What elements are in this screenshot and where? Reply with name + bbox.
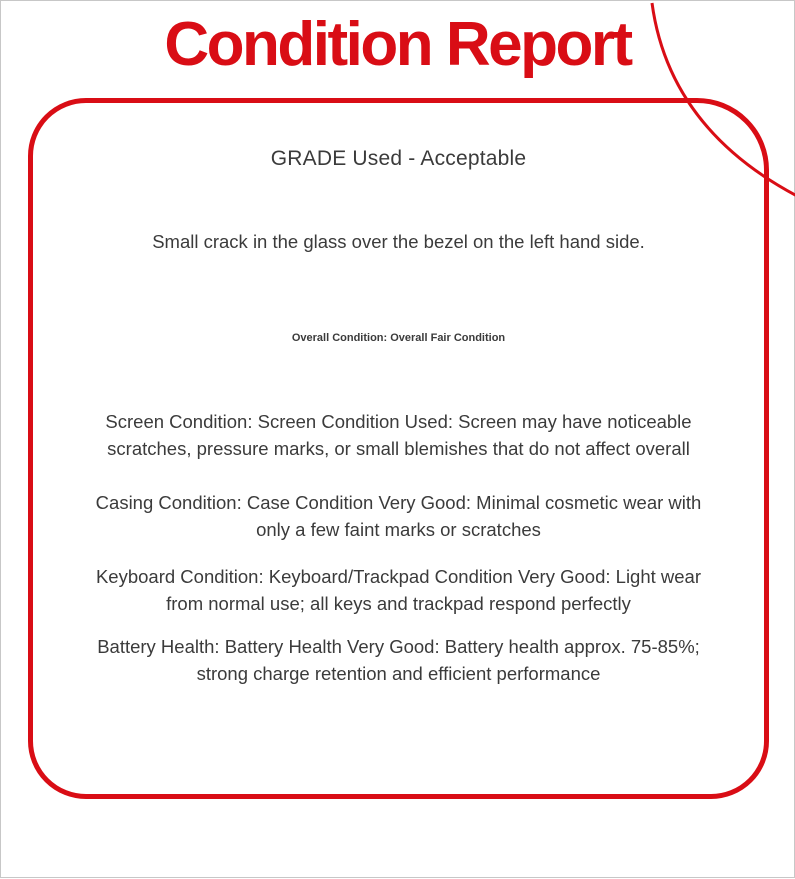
overall-condition-line: Overall Condition: Overall Fair Condition [291, 332, 506, 344]
damage-note: Small crack in the glass over the bezel on the left hand side. [152, 231, 645, 252]
casing-condition-paragraph: Casing Condition: Case Condition Very Good: Minimal cosmetic wear with only a few faint marks or scratches [95, 492, 702, 540]
condition-report-box [28, 98, 769, 799]
screen-condition-paragraph: Screen Condition: Screen Condition Used: Screen may have noticeable scratches, pressure marks, or small blemishes that do not affect overall [105, 411, 692, 459]
battery-health-paragraph: Battery Health: Battery Health Very Good: Battery health approx. 75-85%; strong charge retention and efficient performance [97, 636, 700, 684]
keyboard-condition-paragraph: Keyboard Condition: Keyboard/Trackpad Condition Very Good: Light wear from normal use; all keys and trackpad respond perfectly [95, 566, 702, 614]
page-title: Condition Report [164, 10, 631, 79]
grade-line: GRADE Used - Acceptable [270, 147, 527, 170]
